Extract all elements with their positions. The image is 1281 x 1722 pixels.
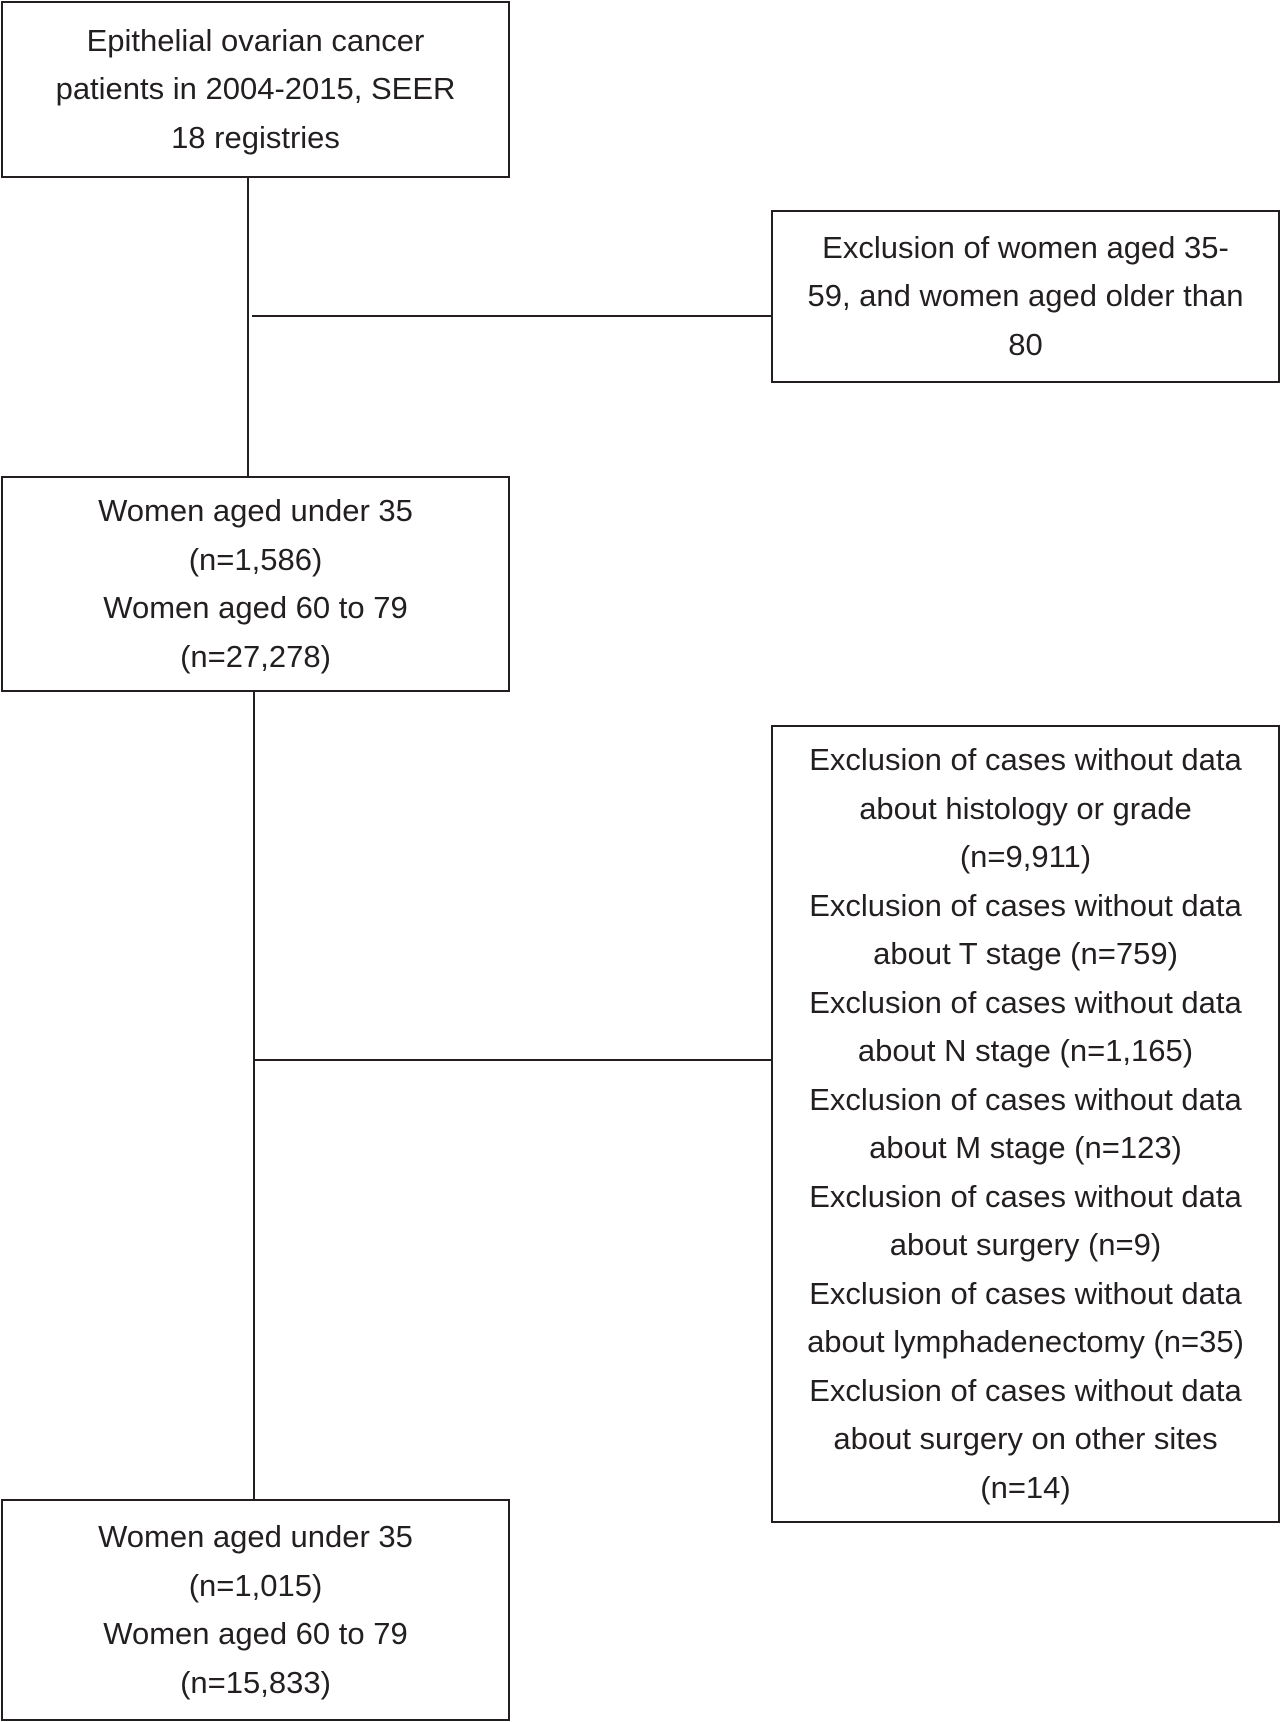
exclusion-box-missing-data-line: (n=14): [980, 1469, 1071, 1505]
exclusion-box-missing-data-line: Exclusion of cases without data: [809, 1275, 1242, 1311]
start-box-line: 18 registries: [171, 119, 340, 155]
exclusion-box-missing-data-line: about N stage (n=1,165): [857, 1033, 1194, 1068]
connector-to-exclusion-2: [254, 1059, 771, 1061]
start-box-line: Epithelial ovarian cancer: [86, 22, 425, 58]
connector-to-exclusion-1: [252, 315, 771, 317]
exclusion-box-missing-data-line: (n=9,911): [959, 839, 1092, 874]
cohort-box-line: (n=27,278): [180, 638, 331, 674]
exclusion-box-age-line: 80: [1008, 326, 1043, 362]
exclusion-box-missing-data-line: Exclusion of cases without data: [809, 984, 1242, 1020]
start-box: [1, 1, 510, 178]
final-cohort-box-line: (n=1,015): [188, 1567, 323, 1603]
exclusion-box-missing-data-line: about surgery on other sites: [833, 1421, 1218, 1456]
cohort-box-line: (n=1,586): [188, 541, 323, 577]
exclusion-box-missing-data-line: Exclusion of cases without data: [809, 1081, 1242, 1117]
exclusion-box-missing-data-line: Exclusion of cases without data: [809, 742, 1242, 777]
final-cohort-box-line: (n=15,833): [180, 1664, 331, 1700]
exclusion-box-missing-data: [771, 725, 1280, 1523]
exclusion-box-missing-data-line: about M stage (n=123): [869, 1130, 1182, 1165]
final-cohort-box-line: Women aged under 35: [98, 1519, 413, 1554]
connector-cohort-to-final: [253, 692, 255, 1499]
final-cohort-box: [1, 1499, 510, 1721]
exclusion-box-missing-data-line: Exclusion of cases without data: [809, 1178, 1242, 1214]
connector-start-to-cohort: [247, 178, 249, 476]
cohort-box-line: Women aged 60 to 79: [103, 590, 408, 625]
exclusion-box-missing-data-line: Exclusion of cases without data: [809, 887, 1242, 923]
exclusion-box-missing-data-line: about surgery (n=9): [889, 1227, 1162, 1262]
exclusion-box-age: [771, 210, 1280, 383]
start-box-line: patients in 2004-2015, SEER: [55, 71, 456, 107]
exclusion-box-missing-data-line: about T stage (n=759): [873, 936, 1178, 971]
exclusion-box-missing-data-line: about histology or grade: [859, 790, 1192, 826]
exclusion-box-age-line: 59, and women aged older than: [807, 278, 1244, 314]
exclusion-box-missing-data-line: Exclusion of cases without data: [809, 1372, 1242, 1408]
exclusion-box-missing-data-line: about lymphadenectomy (n=35): [807, 1324, 1244, 1359]
cohort-box-line: Women aged under 35: [98, 493, 413, 528]
cohort-box: [1, 476, 510, 692]
final-cohort-box-line: Women aged 60 to 79: [103, 1616, 408, 1651]
exclusion-box-age-line: Exclusion of women aged 35-: [822, 229, 1229, 265]
